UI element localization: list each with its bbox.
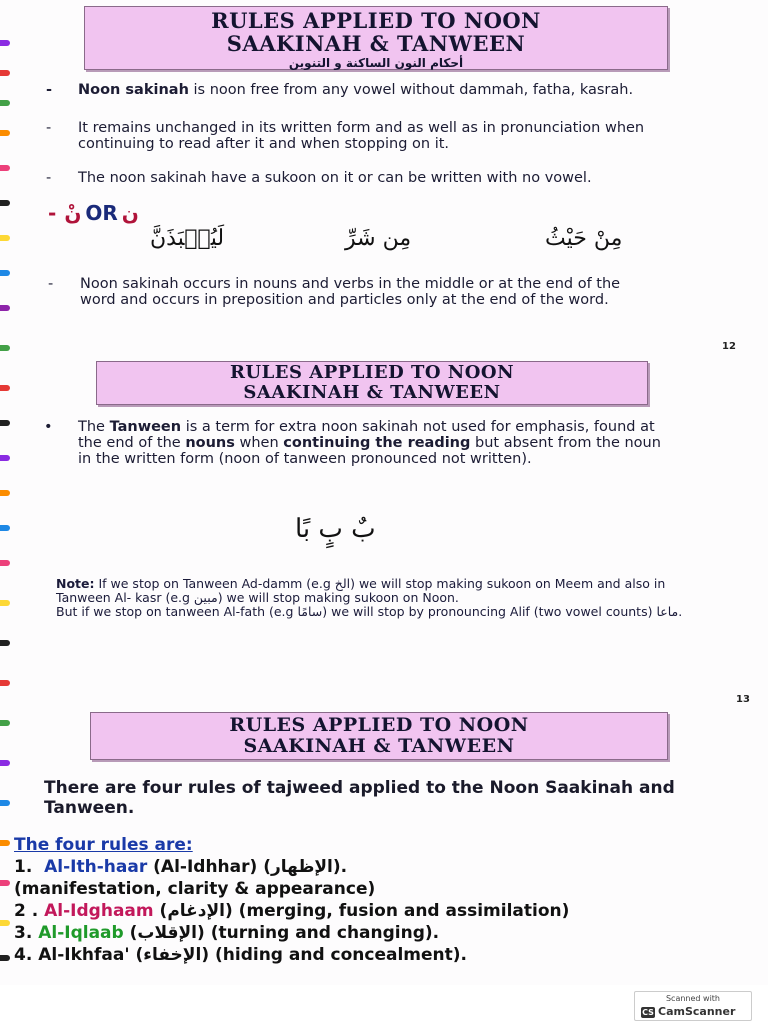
four-rules-list	[14, 834, 766, 966]
edge-tab	[0, 560, 10, 566]
edge-tab	[0, 305, 10, 311]
section3-header	[90, 712, 668, 760]
rule-3: 3. Al-Iqlaab (الإقلاب) (turning and changing).	[14, 923, 440, 943]
rule-1-rest: (Al-Idhhar) (الإظهار).	[147, 857, 348, 877]
nouns-term: nouns	[185, 435, 235, 451]
note-text: If we stop on Tanween Ad-damm (e.g الخ) we will stop making sukoon on Meem and also in Tanween Al- kasr (e.g مبين) we will stop making sukoon on Noon.	[56, 576, 666, 605]
noon-or-row	[48, 201, 139, 225]
edge-tab	[0, 235, 10, 241]
edge-tab	[0, 840, 10, 846]
or-label: OR	[85, 201, 118, 225]
s1-bullet3-text: The noon sakinah have a sukoon on it or can be written with no vowel.	[78, 170, 592, 186]
section3-header-line1: RULES APPLIED TO NOON	[229, 714, 529, 736]
edge-tab	[0, 680, 10, 686]
s2-bullet-pre: The	[78, 419, 110, 435]
bullet-dash: -	[46, 120, 52, 136]
section1-header	[84, 6, 668, 70]
rules-list-title: The four rules are:	[14, 835, 193, 855]
rule-1: 1. Al-Ith-haar (Al-Idhhar) (الإظهار).	[14, 857, 348, 877]
section2-header-line2: SAAKINAH & TANWEEN	[243, 382, 501, 403]
bullet-dash: -	[46, 170, 52, 186]
s1-bullet4-text: Noon sakinah occurs in nouns and verbs in the middle or at the end of the word and occurs in preposition and particles only at the end of the word.	[80, 276, 621, 308]
edge-tab	[0, 455, 10, 461]
camscanner-logo-icon: CS	[642, 1007, 654, 1017]
bullet-dash: -	[46, 82, 53, 98]
section1-header-line1: RULES APPLIED TO NOON	[211, 8, 541, 33]
edge-tab	[0, 420, 10, 426]
s1-bullet2-text: It remains unchanged in its written form and as well as in pronunciation when continuing to read after it and when stopping on it.	[78, 120, 645, 152]
note-label: Note:	[56, 576, 95, 591]
s1-bullet-4	[48, 276, 640, 308]
edge-tab	[0, 345, 10, 351]
edge-tab	[0, 880, 10, 886]
rule-2-name: Al-Idghaam	[44, 901, 154, 921]
camscanner-brand: CS CamScanner	[642, 1005, 736, 1018]
bullet-dash: -	[48, 201, 57, 225]
edge-tab	[0, 720, 10, 726]
s2-bullet-mid1: is a term for extra noon sakinah not used for emphasis, found at the end of the	[78, 419, 655, 451]
section1-header-arabic: أحكام النون الساكنة و التنوين	[288, 56, 464, 70]
rule-3-name: Al-Iqlaab	[38, 923, 124, 943]
s2-bullet-mid2: when	[234, 435, 284, 451]
edge-tab	[0, 955, 10, 961]
edge-tab	[0, 40, 10, 46]
edge-tab	[0, 490, 10, 496]
s1-bullet1-rest: is noon free from any vowel without dammah, fatha, kasrah.	[188, 82, 634, 98]
edge-tab	[0, 100, 10, 106]
edge-tab	[0, 270, 10, 276]
bullet-dot: •	[44, 419, 53, 435]
tanween-term: Tanween	[109, 419, 182, 435]
edge-tab	[0, 640, 10, 646]
section3-header-line2: SAAKINAH & TANWEEN	[243, 735, 515, 757]
noon-sukoon-glyph: نْ	[64, 201, 82, 225]
rules-intro-text: There are four rules of tajweed applied to the Noon Saakinah and Tanween.	[44, 778, 675, 818]
page-number-12: 12	[722, 341, 736, 352]
s2-bullet	[44, 419, 668, 467]
edge-tab	[0, 760, 10, 766]
edge-tab	[0, 385, 10, 391]
edge-tab	[0, 600, 10, 606]
example-layunbadhanna: لَيُنۢبَذَنَّ	[150, 226, 225, 251]
rule-4-rest: (الإخفاء) (hiding and concealment).	[129, 945, 468, 965]
edge-tab	[0, 525, 10, 531]
rule-4-name: Al-Ikhfaa'	[38, 945, 130, 965]
edge-tab	[0, 130, 10, 136]
rule-4: 4. Al-Ikhfaa' (الإخفاء) (hiding and concealment).	[14, 945, 468, 965]
s1-bullet1-lead: Noon sakinah	[78, 82, 189, 98]
edge-tab	[0, 200, 10, 206]
s1-bullet-1	[46, 82, 678, 98]
example-min-sharri: مِن شَرِّ	[345, 226, 412, 251]
edge-tab	[0, 165, 10, 171]
edge-tab	[0, 70, 10, 76]
continuing-term: continuing the reading	[283, 435, 471, 451]
section2-header-line1: RULES APPLIED TO NOON	[229, 362, 515, 383]
tanween-example: بٌ بٍ بًا	[295, 514, 376, 544]
rule-2-rest: (الإدغام) (merging, fusion and assimilation)	[153, 901, 570, 921]
note-text-2: But if we stop on tanween Al-fath (e.g سامًا) we will stop by pronouncing Alif (two vowel counts) ماعا.	[56, 604, 683, 619]
edge-tab	[0, 920, 10, 926]
tanween-note	[56, 577, 716, 619]
rule-3-rest: (الإقلاب) (turning and changing).	[123, 923, 440, 943]
rule-2: 2 . Al-Idghaam (الإدغام) (merging, fusion and assimilation)	[14, 901, 570, 921]
scanned-with-label: Scanned with	[665, 994, 721, 1003]
noon-plain-glyph: ن	[121, 201, 139, 225]
section2-header	[96, 361, 648, 405]
example-min-haythu: مِنْ حَيْثُ	[545, 226, 623, 251]
s1-bullet-2	[46, 120, 678, 152]
page-edge-tabs	[0, 0, 14, 985]
rules-intro	[44, 778, 744, 818]
rule-1-name: Al-Ith-haar	[44, 857, 148, 877]
page-number-13: 13	[736, 694, 750, 705]
rule-1-meaning: (manifestation, clarity & appearance)	[14, 879, 376, 899]
s1-bullet-3	[46, 170, 658, 186]
s2-bullet-end: but absent from the noun in the written form (noon of tanween pronounced not written).	[78, 435, 661, 467]
camscanner-watermark	[634, 991, 752, 1021]
section1-header-line2: SAAKINAH & TANWEEN	[226, 31, 526, 56]
bullet-dash: -	[48, 276, 54, 292]
edge-tab	[0, 800, 10, 806]
